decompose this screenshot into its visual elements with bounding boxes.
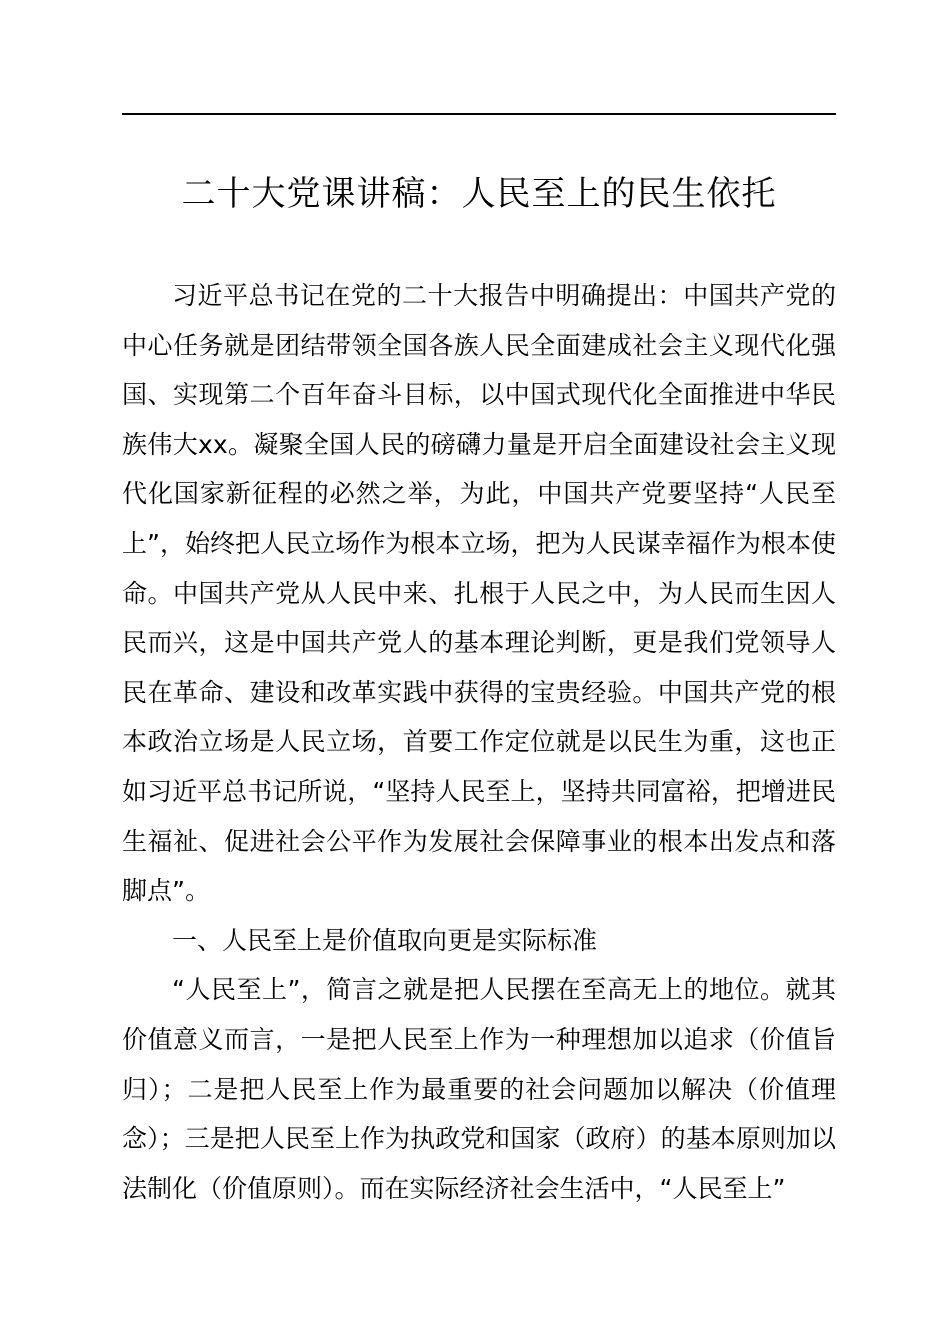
document-title: 二十大党课讲稿：人民至上的民生依托 (181, 174, 777, 214)
paragraph-intro: 习近平总书记在党的二十大报告中明确提出：中国共产党的中心任务就是团结带领全国各族人民全面建成社会主义现代化强国、实现第二个百年奋斗目标，以中国式现代化全面推进中华民族伟大xx。凝聚全国人民的磅礴力量是开启全面建设社会主义现代化国家新征程的必然之举，为此，中国共产党要坚持“人民至上”，始终把人民立场作为根本立场，把为人民谋幸福作为根本使命。中国共产党从人民中来、扎根于人民之中，为人民而生因人民而兴，这是中国共产党人的基本理论判断，更是我们党领导人民在革命、建设和改革实践中获得的宝贵经验。中国共产党的根本政治立场是人民立场，首要工作定位就是以民生为重，这也正如习近平总书记所说，“坚持人民至上，坚持共同富裕，把增进民生福祉、促进社会公平作为发展社会保障事业的根本出发点和落脚点”。 (122, 281, 836, 906)
section-heading-1: 一、人民至上是价值取向更是实际标准 (172, 925, 598, 955)
paragraph-section-1: “人民至上”，简言之就是把人民摆在至高无上的地位。就其价值意义而言，一是把人民至上作为一种理想加以追求（价值旨归）；二是把人民至上作为最重要的社会问题加以解决（价值理念）；三是把人民至上作为执政党和国家（政府）的基本原则加以法制化（价值原则）。而在实际经济社会生活中，“人民至上” (122, 975, 836, 1203)
header-rule (122, 113, 836, 115)
document-body (122, 271, 836, 1213)
